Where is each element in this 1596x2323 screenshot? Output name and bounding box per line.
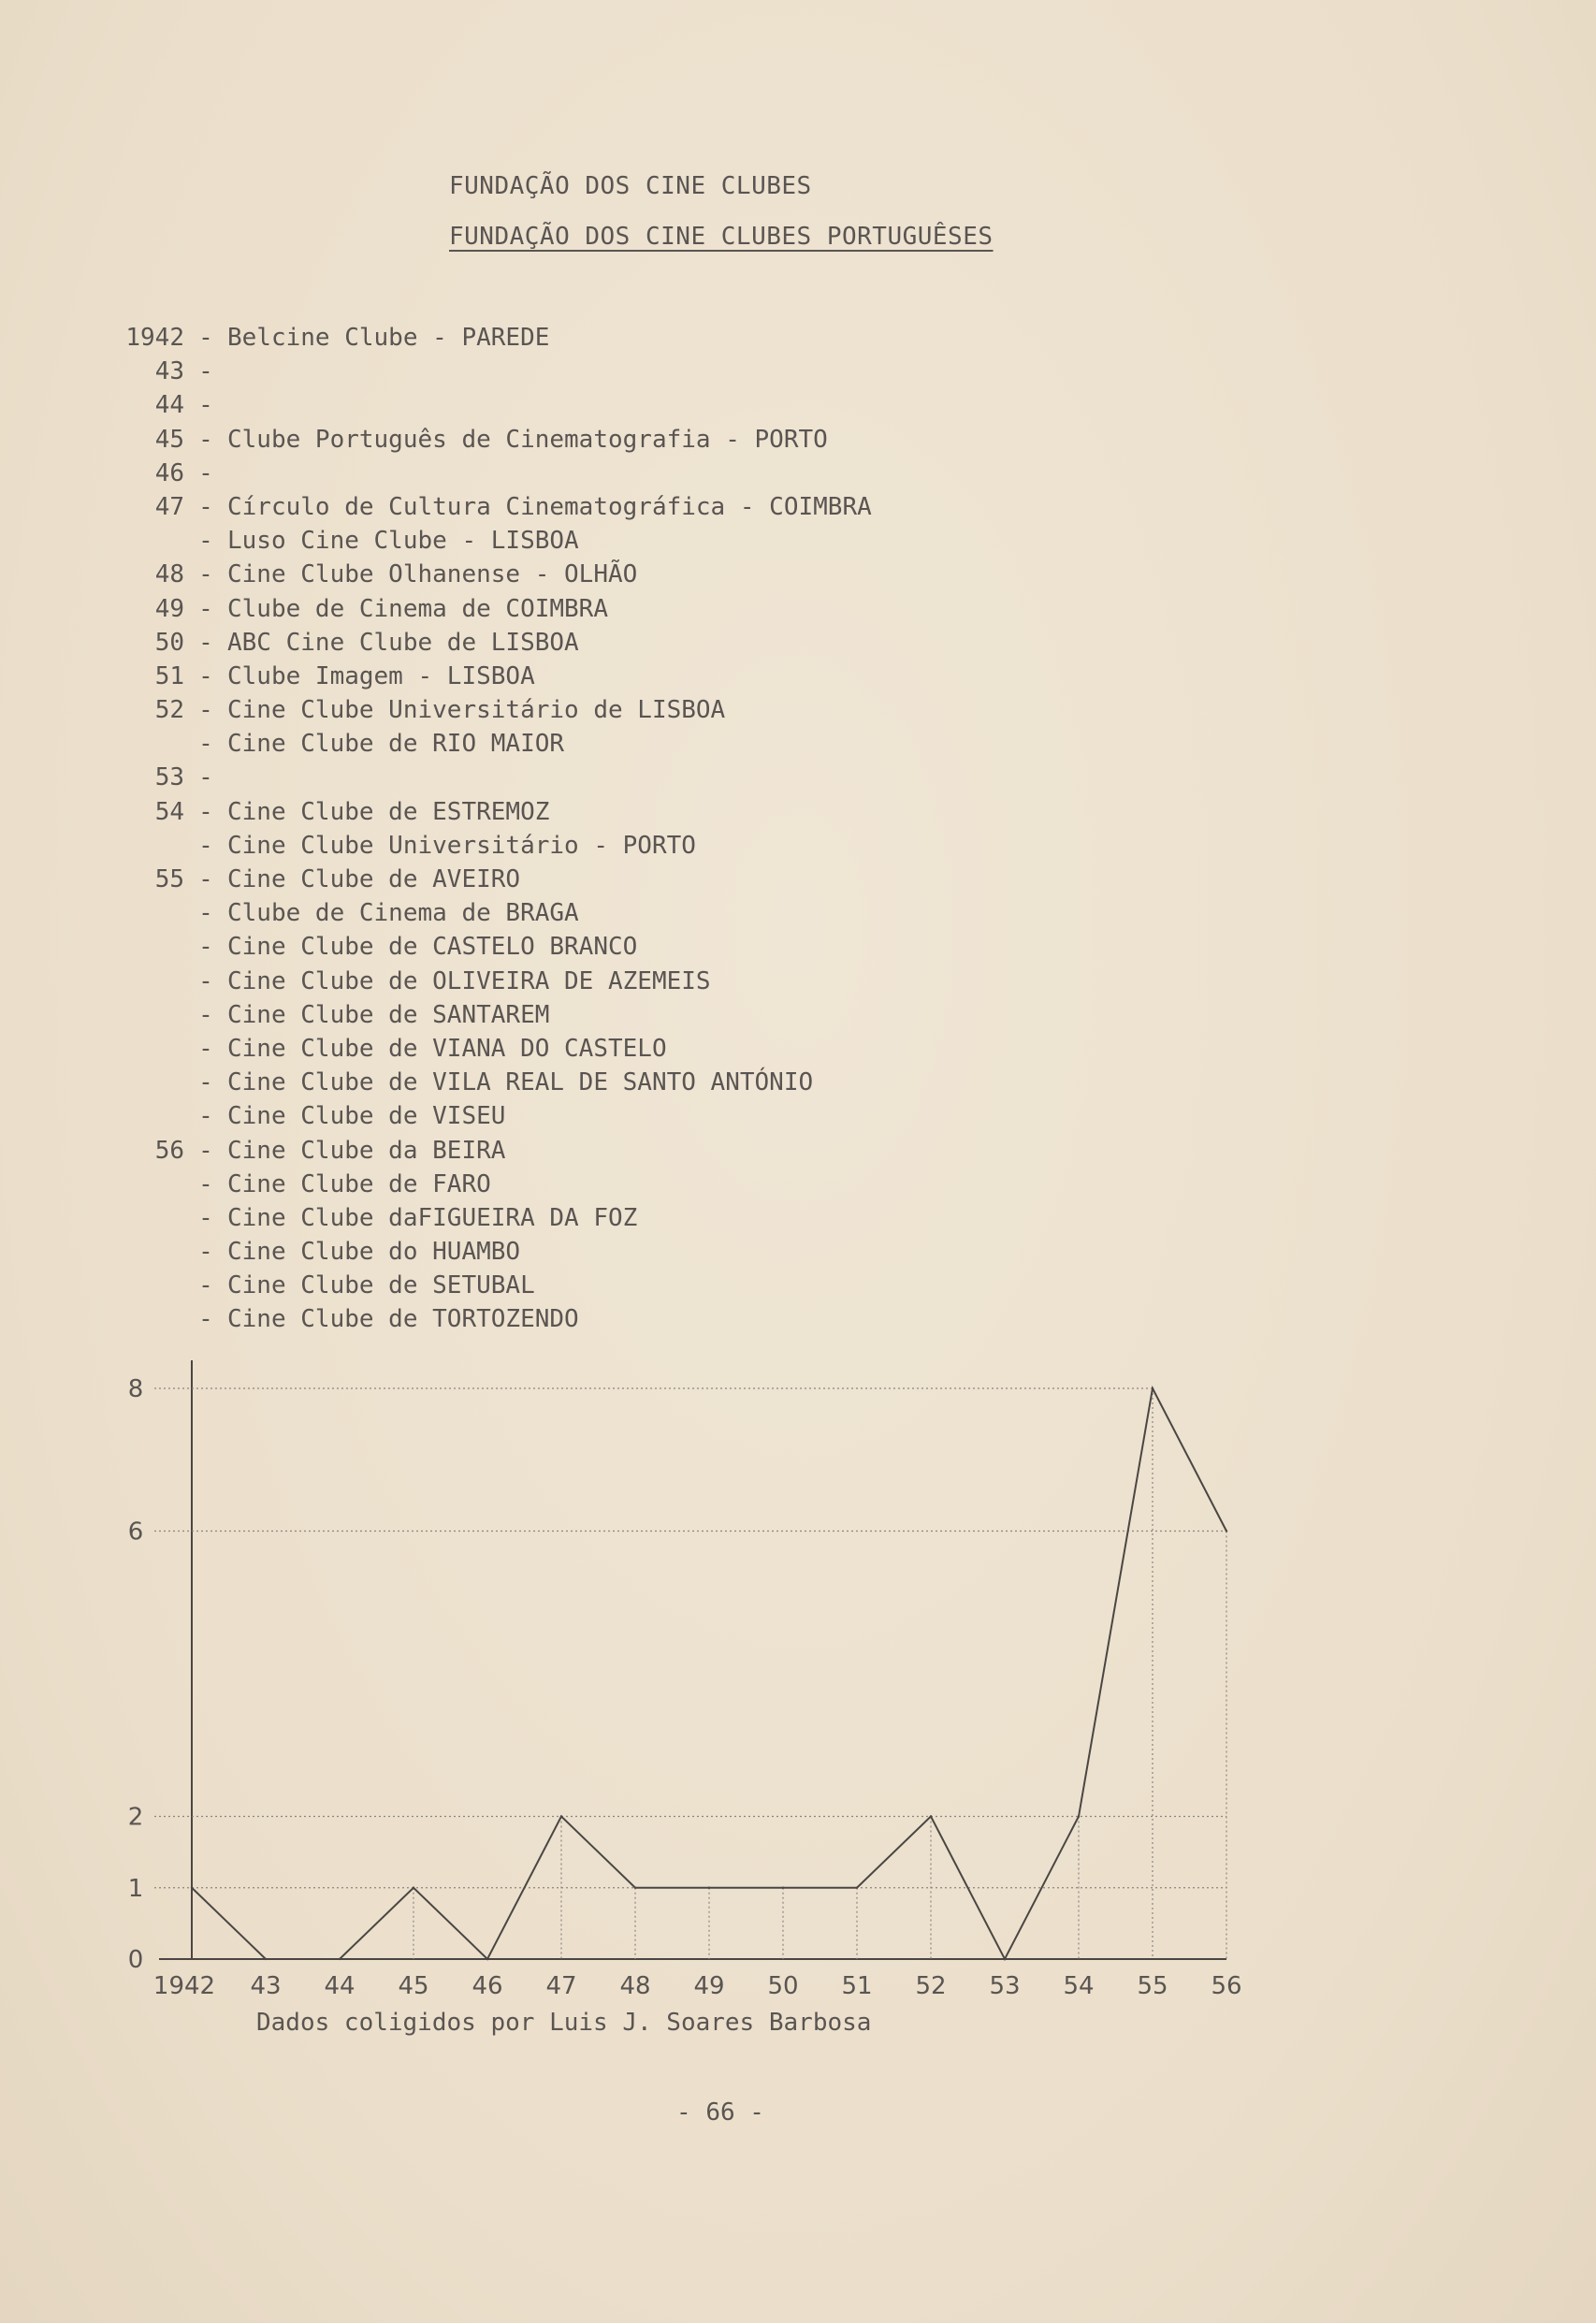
entry-club-name: Cine Clube Universitário - PORTO [227,831,696,860]
entry-club-name: Cine Clube de ESTREMOZ [227,797,550,826]
x-tick-label: 43 [250,1972,282,2000]
entry-dash: - [198,1102,213,1131]
entry-club-name: Cine Clube de VIANA DO CASTELO [227,1034,667,1063]
entry-dash: - [198,865,213,893]
entry-club-name: Cine Clube de TORTOZENDO [227,1305,579,1334]
page-number: - 66 - [676,2098,764,2127]
title-line-2: FUNDAÇÃO DOS CINE CLUBES PORTUGUÊSES [449,223,994,251]
entry-club-name: ABC Cine Clube de LISBOA [227,628,579,657]
entry-dash: - [198,1034,213,1063]
entry-dash: - [198,763,213,792]
entry-dash: - [198,324,213,352]
entry-club-name: Cine Clube de FARO [227,1169,491,1198]
entry-club-name: Cine Clube daFIGUEIRA DA FOZ [227,1203,638,1232]
entry-dash: - [198,1068,213,1097]
x-tick-label: 51 [841,1972,873,2000]
y-tick-label: 8 [127,1375,144,1403]
x-tick-label: 55 [1137,1972,1168,2000]
entry-club-name: Cine Clube de SANTAREM [227,1000,550,1029]
entry-dash: - [198,933,213,962]
entry-dash: - [198,797,213,826]
data-point [265,1958,267,1960]
entry-club-name: Cine Clube de RIO MAIOR [227,730,565,759]
entry-year: 51 [154,661,184,690]
entry-club-name: Luso Cine Clube - LISBOA [227,527,579,556]
y-tick-label: 1 [127,1874,144,1903]
entry-club-name: Clube de Cinema de BRAGA [227,899,579,928]
data-point [1152,1387,1153,1389]
entry-dash: - [198,1203,213,1232]
entry-year: 44 [154,391,184,420]
entry-year: 48 [154,560,184,589]
entry-year: 54 [154,797,184,826]
entry-club-name: Clube Imagem - LISBOA [227,661,535,690]
entry-dash: - [198,492,213,521]
entry-dash: - [198,594,213,623]
y-tick-label: 0 [127,1946,144,1974]
x-tick-label: 1942 [152,1972,216,2000]
entry-year: 43 [154,357,184,386]
data-point [191,1887,193,1889]
data-point [560,1815,562,1817]
data-point [1004,1958,1006,1960]
entry-club-name: Cine Clube de CASTELO BRANCO [227,933,638,962]
x-tick-label: 50 [767,1972,799,2000]
x-tick-label: 44 [324,1972,355,2000]
entry-dash: - [198,899,213,928]
chart-caption: Dados coligidos por Luis J. Soares Barbosa [256,2009,872,2037]
entry-dash: - [198,425,213,454]
data-point [413,1887,414,1889]
data-series-line [192,1388,1226,1959]
entry-club-name: Cine Clube da BEIRA [227,1136,506,1165]
x-tick-label: 46 [472,1972,503,2000]
entry-dash: - [198,628,213,657]
x-tick-label: 52 [915,1972,947,2000]
x-tick-label: 48 [619,1972,651,2000]
data-point [634,1887,636,1889]
entry-dash: - [198,527,213,556]
entry-dash: - [198,1000,213,1029]
x-tick-label: 47 [545,1972,577,2000]
data-point [856,1887,858,1889]
entry-club-name: Cine Clube de VILA REAL DE SANTO ANTÓNIO [227,1068,814,1097]
entry-club-name: Cine Clube Olhanense - OLHÃO [227,560,638,589]
data-point [930,1815,932,1817]
entry-club-name: Cine Clube de OLIVEIRA DE AZEMEIS [227,966,711,995]
entry-dash: - [198,661,213,690]
entry-dash: - [198,1238,213,1267]
x-tick-label: 53 [989,1972,1021,2000]
entry-year: 50 [154,628,184,657]
data-point [339,1958,341,1960]
data-point [486,1958,488,1960]
entry-year: 56 [154,1136,184,1165]
entry-dash: - [198,1305,213,1334]
entry-club-name: Cine Clube de SETUBAL [227,1271,535,1300]
entry-dash: - [198,1136,213,1165]
entry-dash: - [198,696,213,725]
entry-club-name: Cine Clube Universitário de LISBOA [227,696,726,725]
entry-dash: - [198,391,213,420]
entry-dash: - [198,1169,213,1198]
entry-dash: - [198,966,213,995]
entry-club-name: Clube Português de Cinematografia - PORTO [227,425,828,454]
entry-dash: - [198,458,213,487]
entry-club-name: Círculo de Cultura Cinematográfica - COIMBRA [227,492,872,521]
entry-club-name: Cine Clube de VISEU [227,1102,506,1131]
entry-dash: - [198,357,213,386]
entry-dash: - [198,1271,213,1300]
entry-dash: - [198,560,213,589]
entry-dash: - [198,730,213,759]
x-tick-label: 49 [693,1972,725,2000]
y-tick-label: 2 [127,1803,144,1832]
data-point [708,1887,710,1889]
entry-club-name: Cine Clube do HUAMBO [227,1238,521,1267]
entry-year: 53 [154,763,184,792]
data-point [782,1887,784,1889]
y-tick-label: 6 [127,1517,144,1546]
entry-year: 1942 [125,324,184,352]
title-line-1: FUNDAÇÃO DOS CINE CLUBES [449,172,812,200]
x-tick-label: 54 [1063,1972,1095,2000]
data-point [1078,1815,1080,1817]
entry-year: 46 [154,458,184,487]
entry-year: 52 [154,696,184,725]
data-point [1226,1530,1227,1532]
entry-year: 49 [154,594,184,623]
entry-year: 47 [154,492,184,521]
entry-club-name: Belcine Clube - PAREDE [227,324,550,352]
entry-year: 55 [154,865,184,893]
entry-year: 45 [154,425,184,454]
x-tick-label: 56 [1211,1972,1242,2000]
entry-dash: - [198,831,213,860]
x-tick-label: 45 [398,1972,429,2000]
entry-club-name: Clube de Cinema de COIMBRA [227,594,608,623]
entry-club-name: Cine Clube de AVEIRO [227,865,521,893]
